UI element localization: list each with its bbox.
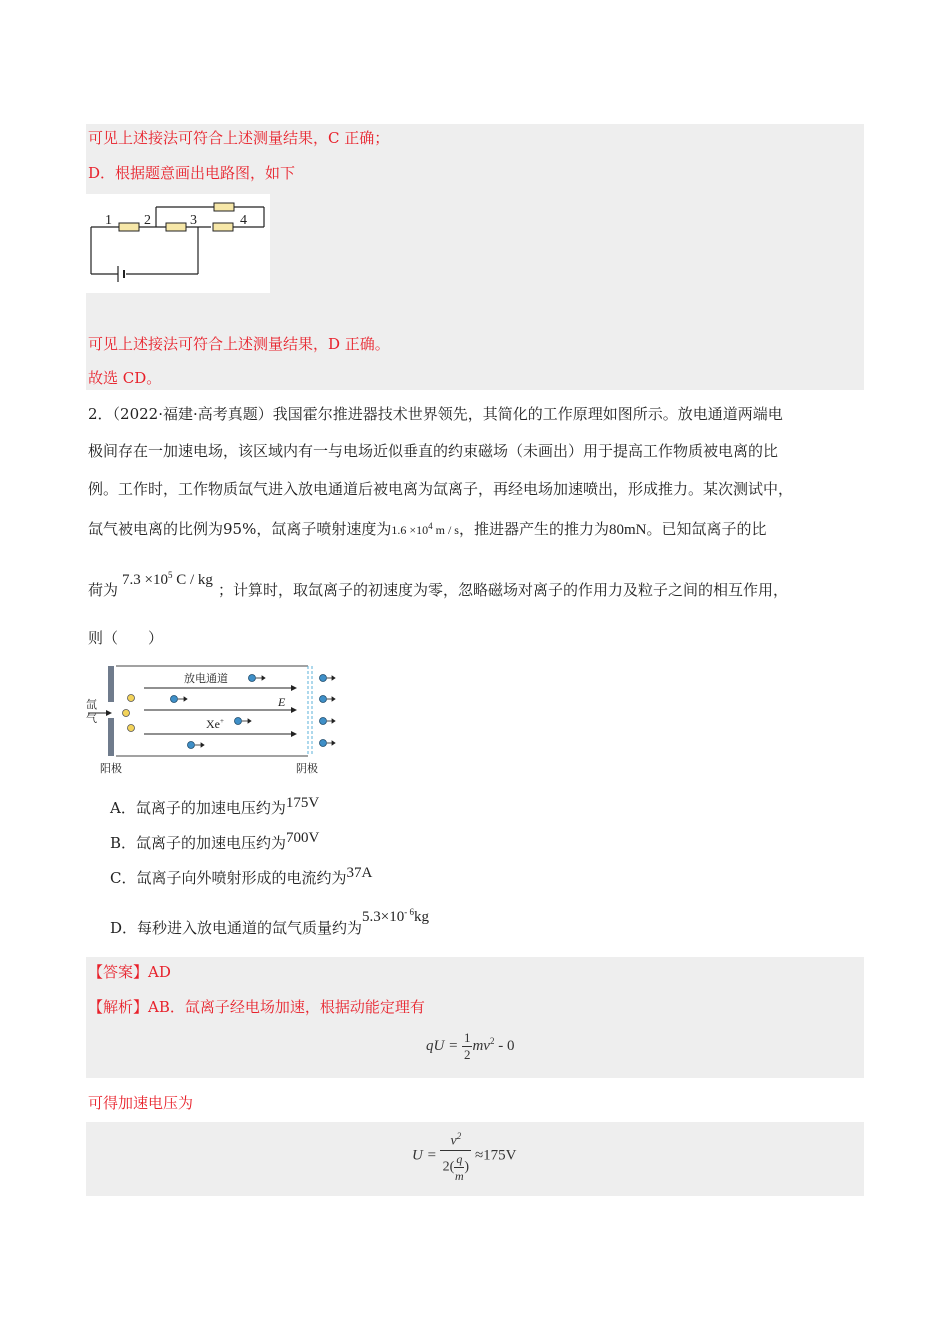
resistor-2 — [166, 223, 186, 231]
analysis-label: 【解析】 — [88, 998, 149, 1016]
option-b[interactable]: B．氙离子的加速电压约为700V — [110, 830, 320, 852]
ion-label: Xe+ — [206, 717, 224, 731]
question-line-5b: ；计算时，取氙离子的初速度为零，忽略磁场对离子的作用力及粒子之间的相互作用， — [218, 581, 789, 599]
question-line-6: 则（ ） — [88, 629, 164, 647]
solution-line-d: D．根据题意画出电路图，如下 — [88, 164, 296, 182]
question-number: 2． — [88, 405, 113, 423]
option-d[interactable]: D．每秒进入放电通道的氙气质量约为$5.3\times 10^{- 6}kg$ — [110, 907, 430, 937]
question-text-1: 我国霍尔推进器技术世界领先，其简化的工作原理如图所示。放电通道两端电 — [272, 405, 783, 423]
field-label: E — [278, 695, 286, 709]
question-source: （2022·福建·高考真题） — [112, 405, 273, 423]
question-line-1 — [88, 404, 783, 424]
gas-label-top: 氙 — [86, 698, 97, 711]
resistor-3 — [213, 223, 233, 231]
ion-speed: $1.6 \times 10^4$ m / s — [391, 521, 459, 537]
circuit-label-4: 4 — [240, 213, 247, 228]
option-c[interactable]: C．氙离子向外喷射形成的电流约为37A — [110, 865, 373, 887]
analysis-line — [88, 997, 425, 1017]
circuit-label-1: 1 — [105, 213, 112, 228]
resistor-1 — [119, 223, 139, 231]
question-line-4 — [88, 516, 767, 540]
answer-label: 【答案】 — [88, 963, 149, 981]
circuit-label-2: 2 — [144, 213, 151, 228]
solution-line-c: 可见上述接法可符合上述测量结果，C 正确； — [88, 129, 390, 147]
answer-value: AD — [148, 963, 171, 981]
resistor-4 — [214, 203, 234, 211]
answer-line — [88, 962, 171, 982]
circuit-label-3: 3 — [190, 213, 197, 228]
channel-label: 放电通道 — [184, 672, 228, 685]
circuit-diagram — [86, 194, 270, 293]
cathode-label: 阴极 — [296, 762, 318, 775]
question-text-4a: 氙气被电离的比例为95%，氙离子喷射速度为 — [88, 520, 392, 538]
question-line-2: 极间存在一加速电场，该区域内有一与电场近似垂直的约束磁场（未画出）用于提高工作物质被电离的比 — [88, 442, 779, 460]
anode-label: 阳极 — [100, 762, 122, 775]
question-line-3: 例。工作时，工作物质氙气进入放电通道后被电离为氙离子，再经电场加速喷出，形成推力。某次测试中， — [88, 480, 794, 498]
solution-line-d-correct: 可见上述接法可符合上述测量结果，D 正确。 — [88, 335, 390, 353]
question-line-5: 荷为 — [88, 581, 119, 599]
voltage-equation: U = $v^2$ 2( $\frac{q}{m}$ ) ≈175V — [412, 1128, 517, 1184]
voltage-intro: 可得加速电压为 — [88, 1094, 194, 1112]
solution-conclusion: 故选 CD。 — [88, 369, 162, 387]
question-text-4b: ，推进器产生的推力为 — [458, 520, 609, 538]
kinetic-energy-equation: qU = $\frac{1}{2}$ $mv^2 - 0$ — [426, 1030, 515, 1062]
analysis-text: AB．氙离子经电场加速，根据动能定理有 — [148, 998, 425, 1016]
thrust-value: 80mN — [608, 522, 647, 538]
charge-ratio: $7.3 \times 10^5$ C / kg — [122, 570, 213, 588]
thruster-diagram — [86, 662, 346, 778]
gas-label-bottom: 气 — [86, 712, 97, 725]
option-a[interactable]: A．氙离子的加速电压约为175V — [110, 795, 320, 817]
question-text-4c: 。已知氙离子的比 — [646, 520, 767, 538]
